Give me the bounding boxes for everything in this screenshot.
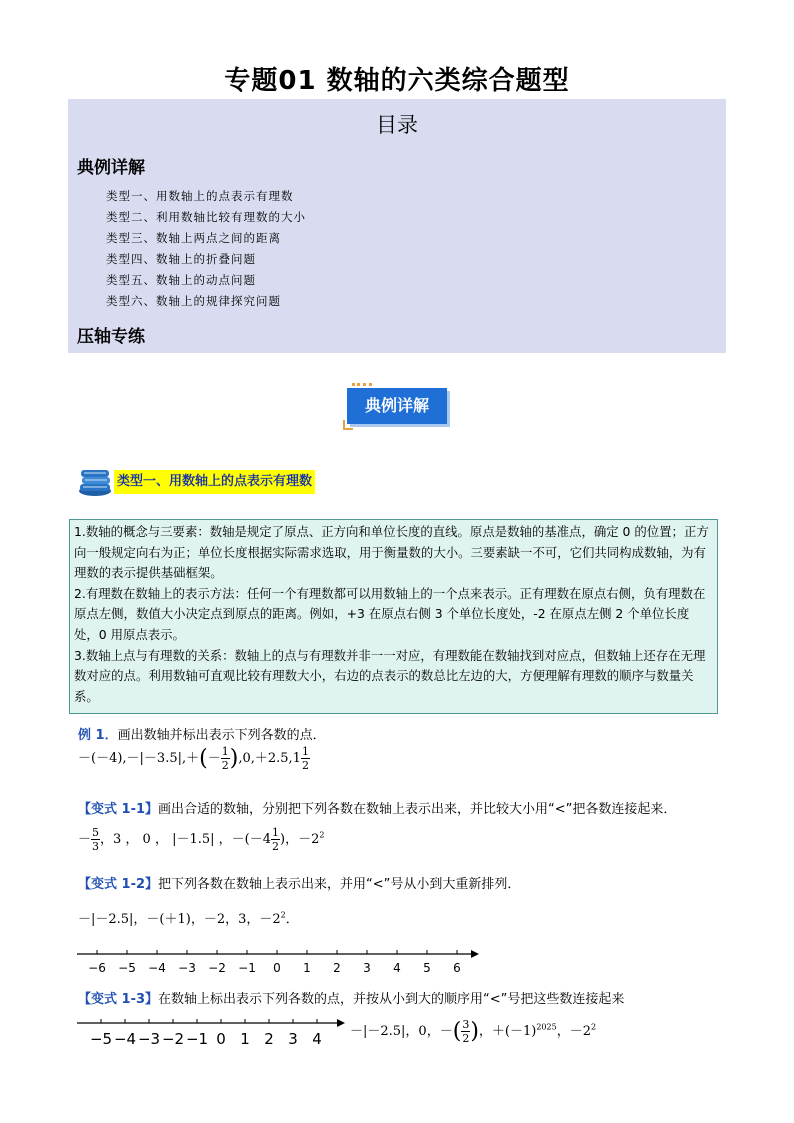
toc-item[interactable]: 类型三、数轴上两点之间的距离 [106, 231, 281, 245]
tick-label: 2 [264, 1030, 274, 1048]
note-paragraph: 2.有理数在数轴上的表示方法：任何一个有理数都可以用数轴上的一个点来表示。正有理数在原点右侧，负有理数在原点左侧，数值大小决定点到原点的距离。例如，+3 在原点右侧 3 个单位长度处，-2 在原点左侧 2 个单位长度处，0 用原点表示。 [74, 585, 706, 642]
fraction: $\frac{5}{3}$ [92, 826, 100, 853]
toc-item[interactable]: 类型六、数轴上的规律探究问题 [106, 294, 281, 308]
tick-label: −1 [185, 1030, 209, 1048]
tick-label: 1 [303, 961, 311, 975]
variant-1-2 [78, 873, 520, 892]
tick-label: 3 [288, 1030, 298, 1048]
tick-label: 0 [273, 961, 281, 975]
toc-section-practice[interactable]: 压轴专练 [77, 327, 145, 347]
variant-tag: 【变式 1-3】 [78, 992, 159, 1007]
tick-label: −3 [137, 1030, 161, 1048]
example-tag: 例 1． [78, 728, 118, 743]
arrow-right-icon [337, 1019, 345, 1027]
fraction: $\frac{1}{2}$ [272, 826, 279, 853]
number-line-2 [75, 1013, 347, 1049]
section-banner: 典例详解 [347, 388, 447, 424]
fraction: $\frac{1}{2}$ [301, 745, 309, 772]
example-text: 画出数轴并标出表示下列各数的点． [117, 728, 326, 743]
tick-label: −5 [118, 961, 136, 975]
books-icon [78, 466, 114, 498]
note-paragraph: 1.数轴的概念与三要素：数轴是规定了原点、正方向和单位长度的直线。原点是数轴的基准点，确定 0 的位置；正方向一般规定向右为正；单位长度根据实际需求选取，用于衡量数的大小。三要素缺一不可，它们共同构成数轴，为有理数的表示提供基础框架。 [74, 524, 709, 581]
variant-text: 在数轴上标出表示下列各数的点，并按从小到大的顺序用“<”号把这些数连接起来 [158, 992, 625, 1007]
fraction: $\frac{1}{2}$ [221, 745, 229, 772]
page-title: 专题01 数轴的六类综合题型 [224, 66, 570, 96]
tick-label: −2 [208, 961, 226, 975]
variant-tag: 【变式 1-1】 [78, 802, 159, 817]
type-label: 类型一、用数轴上的点表示有理数 [114, 470, 315, 494]
fraction: $\frac{3}{2}$ [462, 1018, 470, 1045]
variant-tag: 【变式 1-2】 [78, 877, 159, 892]
tick-label: −3 [178, 961, 196, 975]
tick-label: 0 [216, 1030, 226, 1048]
banner-corner-decoration [343, 420, 353, 430]
toc-item[interactable]: 类型四、数轴上的折叠问题 [106, 252, 256, 266]
arrow-right-icon [471, 950, 479, 958]
toc-item[interactable]: 类型五、数轴上的动点问题 [106, 273, 256, 287]
tick-label: 1 [240, 1030, 250, 1048]
toc-section-examples[interactable]: 典例详解 [77, 158, 145, 178]
tick-label: −5 [89, 1030, 113, 1048]
variant-1-2-numbers: －|－2.5|，－(＋1)，－2，3，$-2^2$． [78, 910, 299, 927]
number-line-1 [75, 944, 480, 976]
note-paragraph: 3.数轴上点与有理数的关系：数轴上的点与有理数并非一一对应，有理数能在数轴找到对应点，但数轴上还存在无理数对应的点。利用数轴可直观比较有理数大小，右边的点表示的数总比左边的大，方便理解有理数的顺序与数量关系。 [74, 647, 706, 704]
variant-1-3-numbers: －|－2.5|，0，－( $\frac{3}{2}$ )，$+(-1)^{2025}$，$-2^2$ [350, 1018, 597, 1045]
tick-label: −6 [88, 961, 106, 975]
toc-item[interactable]: 类型一、用数轴上的点表示有理数 [106, 189, 294, 203]
tick-label: 3 [363, 961, 371, 975]
tick-label: −4 [148, 961, 166, 975]
tick-label: −2 [161, 1030, 185, 1048]
tick-label: 5 [423, 961, 431, 975]
variant-text: 把下列各数在数轴上表示出来，并用“<”号从小到大重新排列． [158, 877, 521, 892]
variant-text: 画出合适的数轴，分别把下列各数在数轴上表示出来，并比较大小用“<”把各数连接起来． [158, 802, 677, 817]
variant-1-1 [78, 798, 676, 817]
variant-1-1-numbers: － $\frac{5}{3}$ ，3 ， 0 ， |－1.5| ，－(－4 $\frac{1}{2}$ )，$-2^2$ [78, 826, 325, 853]
math-text: －(－4),－|－3.5|,＋ [78, 751, 200, 766]
tick-label: −1 [238, 961, 256, 975]
tick-label: 4 [393, 961, 401, 975]
example-1 [78, 724, 326, 743]
variant-1-3 [78, 988, 624, 1007]
toc-item[interactable]: 类型二、利用数轴比较有理数的大小 [106, 210, 306, 224]
tick-label: −4 [113, 1030, 137, 1048]
table-of-contents [68, 99, 726, 353]
tick-label: 4 [312, 1030, 322, 1048]
math-text: ,0,＋2.5,1 [238, 751, 301, 766]
key-points-box [69, 519, 718, 714]
math-text: ，3 ， 0 ， |－1.5| ，－(－4 [100, 832, 271, 847]
tick-label: 2 [333, 961, 341, 975]
toc-heading: 目录 [376, 113, 418, 137]
example-1-numbers: －(－4),－|－3.5|,＋(－ $\frac{1}{2}$ ),0,＋2.5,1 $\frac{1}{2}$ [78, 745, 309, 772]
tick-label: 6 [453, 961, 461, 975]
